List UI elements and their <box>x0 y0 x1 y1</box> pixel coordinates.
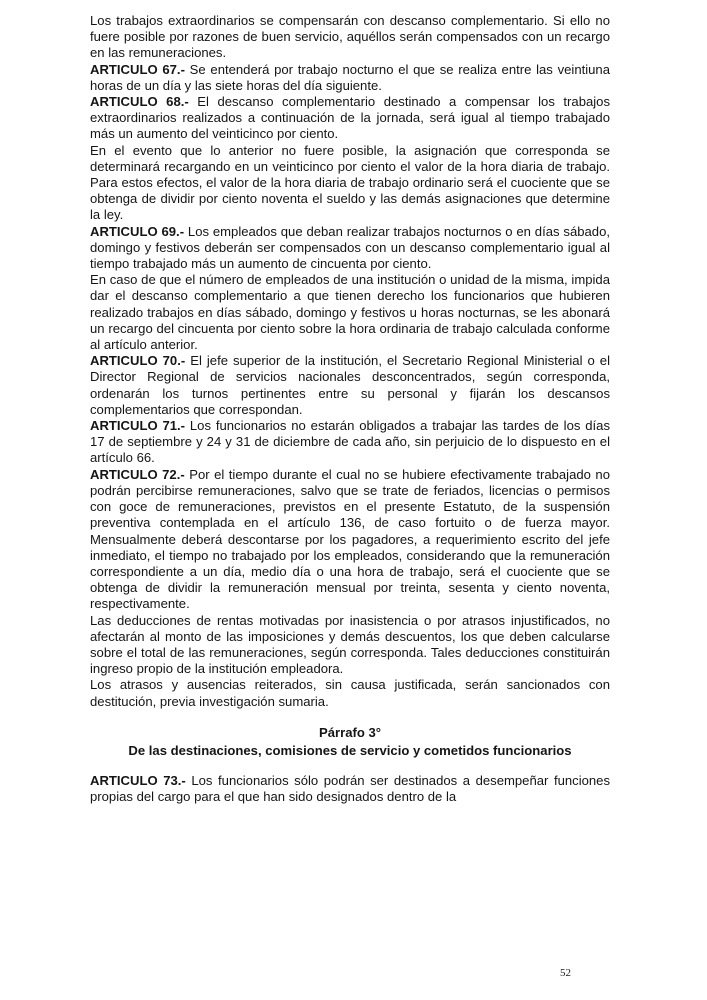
article-73 <box>90 773 610 805</box>
article-71-text: Los funcionarios no estarán obligados a trabajar las tardes de los días 17 de septiembre y 24 y 31 de diciembre de cada año, sin perjuicio de lo dispuesto en el artículo 66. <box>90 418 610 466</box>
article-67-text: Se entenderá por trabajo nocturno el que se realiza entre las veintiuna horas de un día y las siete horas del día siguiente. <box>90 61 610 93</box>
article-70 <box>90 353 610 418</box>
document-body <box>90 13 610 805</box>
article-72-paragraph-3: Los atrasos y ausencias reiterados, sin causa justificada, serán sancionados con destitución, previa investigación sumaria. <box>90 677 610 709</box>
article-70-text: El jefe superior de la institución, el Secretario Regional Ministerial o el Director Regional de servicios nacionales desconcentrados, según corresponda, ordenarán los turnos pertinentes entre su personal y fijarán los descansos complementarios que correspondan. <box>90 353 610 417</box>
article-67-label: ARTICULO 67.- <box>90 61 185 77</box>
article-71 <box>90 418 610 467</box>
article-69-label: ARTICULO 69.- <box>90 223 185 239</box>
article-67 <box>90 62 610 94</box>
section-number: Párrafo 3° <box>318 724 381 740</box>
article-73-text: Los funcionarios sólo podrán ser destinados a desempeñar funciones propias del cargo para el que han sido designados dentro de la <box>90 772 610 804</box>
article-72-paragraph-2: Las deducciones de rentas motivadas por inasistencia o por atrasos injustificados, no afectarán al monto de las imposiciones y demás descuentos, los que deben calcularse sobre el total de las remuneraciones, según corresponda. Tales deducciones constituirán ingreso propio de la institución empleadora. <box>90 612 610 677</box>
article-70-label: ARTICULO 70.- <box>90 353 186 369</box>
article-68-label: ARTICULO 68.- <box>90 94 189 110</box>
paragraph-compensation: Los trabajos extraordinarios se compensarán con descanso complementario. Si ello no fuere posible por razones de buen servicio, aquéllos serán compensados con un recargo en las remuneraciones. <box>90 13 610 61</box>
page-number: 52 <box>560 967 571 979</box>
article-72 <box>90 467 610 613</box>
article-73-label: ARTICULO 73.- <box>90 772 186 788</box>
article-68 <box>90 94 610 143</box>
section-title: De las destinaciones, comisiones de servicio y cometidos funcionarios <box>128 742 572 758</box>
article-69-paragraph-2: En caso de que el número de empleados de una institución o unidad de la misma, impida dar el descanso complementario a que tienen derecho los funcionarios que hubieren realizado trabajos en días sábado, domingo y festivos u horas nocturnas, se les abonará un recargo del cincuenta por ciento sobre la hora ordinaria de trabajo calculada conforme al artículo anterior. <box>90 272 610 353</box>
article-71-label: ARTICULO 71.- <box>90 418 186 434</box>
article-69 <box>90 224 610 273</box>
article-68-text: El descanso complementario destinado a compensar los trabajos extraordinarios realizados a continuación de la jornada, será igual al tiempo trabajado más un aumento del veinticinco por ciento. <box>90 94 610 142</box>
article-72-label: ARTICULO 72.- <box>90 466 185 482</box>
article-68-paragraph-2: En el evento que lo anterior no fuere posible, la asignación que corresponda se determinará recargando en un veinticinco por ciento el valor de la hora diaria de trabajo. Para estos efectos, el valor de la hora diaria de trabajo ordinario será el cuociente que se obtenga de dividir por ciento noventa el sueldo y las demás asignaciones que determine la ley. <box>90 142 610 223</box>
article-69-text: Los empleados que deban realizar trabajos nocturnos o en días sábado, domingo y festivos deberán ser compensados con un descanso complementario igual al tiempo trabajado más un aumento de cincuenta por ciento. <box>90 223 611 272</box>
article-72-text: Por el tiempo durante el cual no se hubiere efectivamente trabajado no podrán percibirse remuneraciones, salvo que se trate de feriados, licencias o permisos con goce de remuneraciones, previstos en el presente Estatuto, de la suspensión preventiva contemplada en el artículo 136, de caso fortuito o de fuerza mayor. Mensualmente deberá descontarse por los pagadores, a requerimiento escrito del jefe inmediato, el tiempo no trabajado por los empleados, considerando que la remuneración correspondiente a un día, medio día o una hora de trabajo, será el cuociente que se obtenga de dividir la remuneración mensual por treinta, sesenta y ciento noventa, respectivamente. <box>90 466 610 612</box>
